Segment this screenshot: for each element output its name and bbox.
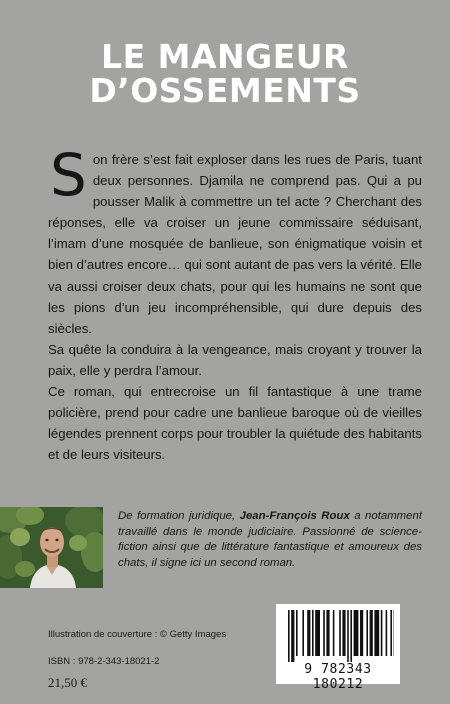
barcode-bar: [307, 610, 310, 656]
barcode-bar: [302, 610, 304, 656]
barcode-bar: [312, 610, 314, 656]
barcode-bar: [342, 610, 345, 656]
barcode-bar: [291, 610, 294, 662]
barcode-bar: [366, 610, 368, 656]
bio-rest: a notamment travaillé dans le monde judiciaire. Passionné de science-fiction ainsi que de littérature fantastique et amoureux des chats, il signe ici un second roman.: [118, 510, 423, 570]
blurb-paragraph-1-text: on frère s’est fait exploser dans les rues de Paris, tuant deux personnes. Djamila ne comprend pas. Qui a pu pousser Malik à commettre un tel acte ? Cherchant des réponses, elle va croiser un jeune commissaire séduisant, l’imam d’une mosquée de banlieue, son énigmatique voisin et bien d’autres encore… qui sont autant de pas vers la vérité. Elle va aussi croiser deux chats, pour qui les humains ne sont que les pions d’un jeu incompréhensible, qui dure depuis des siècles.: [48, 152, 422, 336]
author-bio: [118, 509, 422, 572]
blurb-paragraph-1: [48, 141, 422, 339]
price: 21,50 €: [48, 675, 87, 690]
barcode-bar: [390, 610, 392, 656]
author-bio-text: [118, 509, 422, 572]
author-name: Jean-François Roux: [239, 510, 350, 522]
blurb: [48, 141, 422, 465]
author-photo: [0, 507, 103, 588]
blurb-paragraph-2: Sa quête la conduira à la vengeance, mais croyant y trouver la paix, elle y perdra l’amour.: [48, 341, 422, 378]
barcode-bar: [339, 610, 341, 656]
blurb-paragraph-3: Ce roman, qui entrecroise un fil fantastique à une trame policière, prend pour cadre une banlieue baroque où de vieilles légendes prennent corps pour troubler la quiétude des habitants et de leurs visiteurs.: [48, 384, 422, 463]
barcode-bar: [354, 610, 359, 656]
book-title-line-1: LE MANGEUR: [101, 37, 349, 76]
isbn: ISBN : 978-2-343-18021-2: [48, 656, 160, 667]
barcode-bar: [326, 610, 329, 656]
barcode-bar: [374, 610, 379, 656]
barcode-bars: [282, 610, 394, 662]
barcode-bar: [333, 610, 335, 656]
barcode-bar: [288, 610, 290, 662]
barcode-bar: [381, 610, 383, 656]
barcode-bar: [347, 610, 349, 662]
barcode-bar: [360, 610, 363, 656]
book-title-line-2: D’OSSEMENTS: [89, 71, 361, 110]
barcode-digits: 9 782343 180212: [304, 662, 372, 692]
cover-credit: Illustration de couverture : © Getty Images: [48, 629, 227, 640]
barcode-bar: [315, 610, 320, 656]
barcode-bar: [296, 610, 298, 656]
bio-intro: De formation juridique,: [118, 510, 240, 522]
drop-cap: S: [50, 141, 87, 209]
barcode-bar: [386, 610, 388, 656]
barcode-bar: [370, 610, 373, 656]
barcode: [276, 604, 400, 692]
barcode-bar: [323, 610, 325, 656]
barcode-bar: [350, 610, 352, 662]
